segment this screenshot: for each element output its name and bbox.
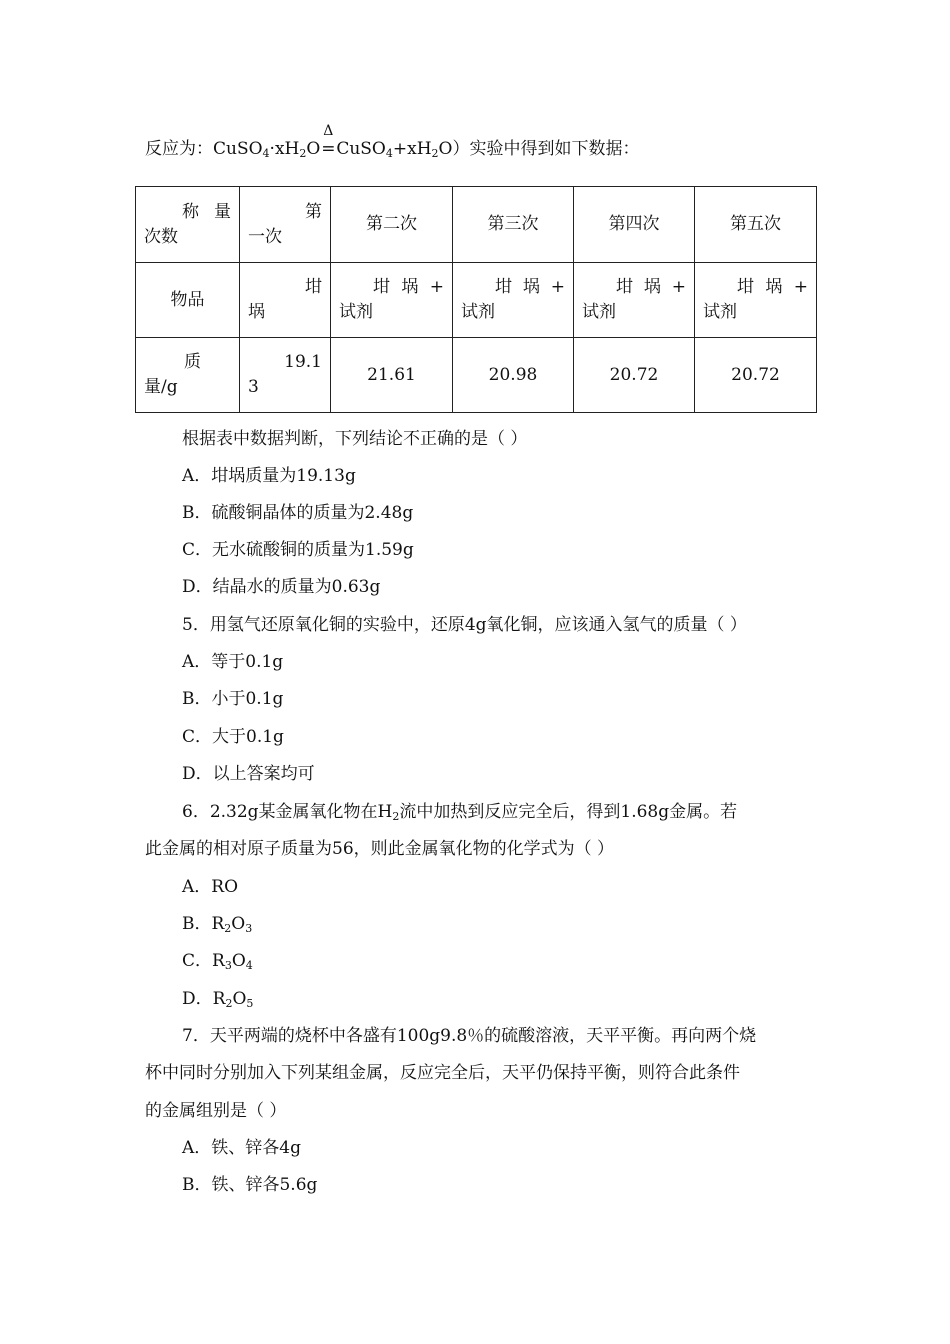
q4-option-a: A．坩埚质量为19.13g xyxy=(182,466,356,486)
q6-option-d: D．$R_2O_5$ xyxy=(182,989,254,1010)
formula-reactant: $CuSO_4\cdot xH_2O$ xyxy=(213,139,321,160)
q4-option-b: B．硫酸铜晶体的质量为2.48g xyxy=(182,503,414,523)
table-cell: 坩 埚 + 试剂 xyxy=(574,263,695,338)
header-cell-4: 第四次 xyxy=(574,187,695,263)
intro-suffix: ）实验中得到如下数据： xyxy=(452,139,640,159)
header-cell-5: 第五次 xyxy=(695,187,817,263)
table-cell: 坩 埚 + 试剂 xyxy=(453,263,574,338)
table-cell: 20.72 xyxy=(695,338,817,413)
q7-stem-line1: 7．天平两端的烧杯中各盛有100g9.8％的硫酸溶液，天平平衡。再向两个烧 xyxy=(182,1026,757,1046)
table-cell: 20.72 xyxy=(574,338,695,413)
table-cell: 19.1 3 xyxy=(240,338,331,413)
heat-equals-sign: Δ = xyxy=(321,123,336,159)
q6-stem-line2: 此金属的相对原子质量为56，则此金属氧化物的化学式为（ ） xyxy=(145,839,615,859)
q4-option-c: C．无水硫酸铜的质量为1.59g xyxy=(182,540,414,560)
q6-option-c: C．$R_3O_4$ xyxy=(182,951,253,972)
row-label-mass: 质 量/g xyxy=(136,338,240,413)
intro-prefix: 反应为： xyxy=(145,139,213,159)
q5-option-d: D．以上答案均可 xyxy=(182,764,315,784)
header-cell-3: 第三次 xyxy=(453,187,574,263)
weighing-data-table xyxy=(135,186,817,413)
q5-option-a: A．等于0.1g xyxy=(182,652,284,672)
table-row xyxy=(136,187,817,263)
table-cell: 坩 埚 xyxy=(240,263,331,338)
q7-stem-line3: 的金属组别是（ ） xyxy=(145,1101,287,1121)
table-cell: 坩 埚 + 试剂 xyxy=(695,263,817,338)
table-row xyxy=(136,263,817,338)
q7-option-b: B．铁、锌各5.6g xyxy=(182,1175,318,1195)
q6-option-b: B．$R_2O_3$ xyxy=(182,914,253,935)
q5-option-b: B．小于0.1g xyxy=(182,689,284,709)
q7-stem-line2: 杯中同时分别加入下列某组金属，反应完全后，天平仍保持平衡，则符合此条件 xyxy=(145,1063,740,1083)
delta-symbol: Δ xyxy=(323,123,334,139)
q5-stem: 5．用氢气还原氧化铜的实验中，还原4g氧化铜，应该通入氢气的质量（ ） xyxy=(182,615,747,635)
q5-option-c: C．大于0.1g xyxy=(182,727,284,747)
q7-option-a: A．铁、锌各4g xyxy=(182,1138,301,1158)
header-cell-2: 第二次 xyxy=(331,187,453,263)
q6-stem-line1: 6．2.32g某金属氧化物在$H_2$流中加热到反应完全后，得到1.68g金属。若 xyxy=(182,802,738,823)
table-cell: 21.61 xyxy=(331,338,453,413)
table-cell: 20.98 xyxy=(453,338,574,413)
q6-option-a: A．RO xyxy=(182,877,239,897)
row-label-item: 物品 xyxy=(136,263,240,338)
table-row xyxy=(136,338,817,413)
table-cell: 坩 埚 + 试剂 xyxy=(331,263,453,338)
q4-option-d: D．结晶水的质量为0.63g xyxy=(182,577,381,597)
formula-product: $CuSO_4+xH_2O$ xyxy=(336,139,453,160)
reaction-intro-line xyxy=(145,123,640,161)
header-cell-1: 第 一次 xyxy=(240,187,331,263)
header-corner-cell: 称 量 次数 xyxy=(136,187,240,263)
q4-stem: 根据表中数据判断，下列结论不正确的是（ ） xyxy=(182,429,528,449)
